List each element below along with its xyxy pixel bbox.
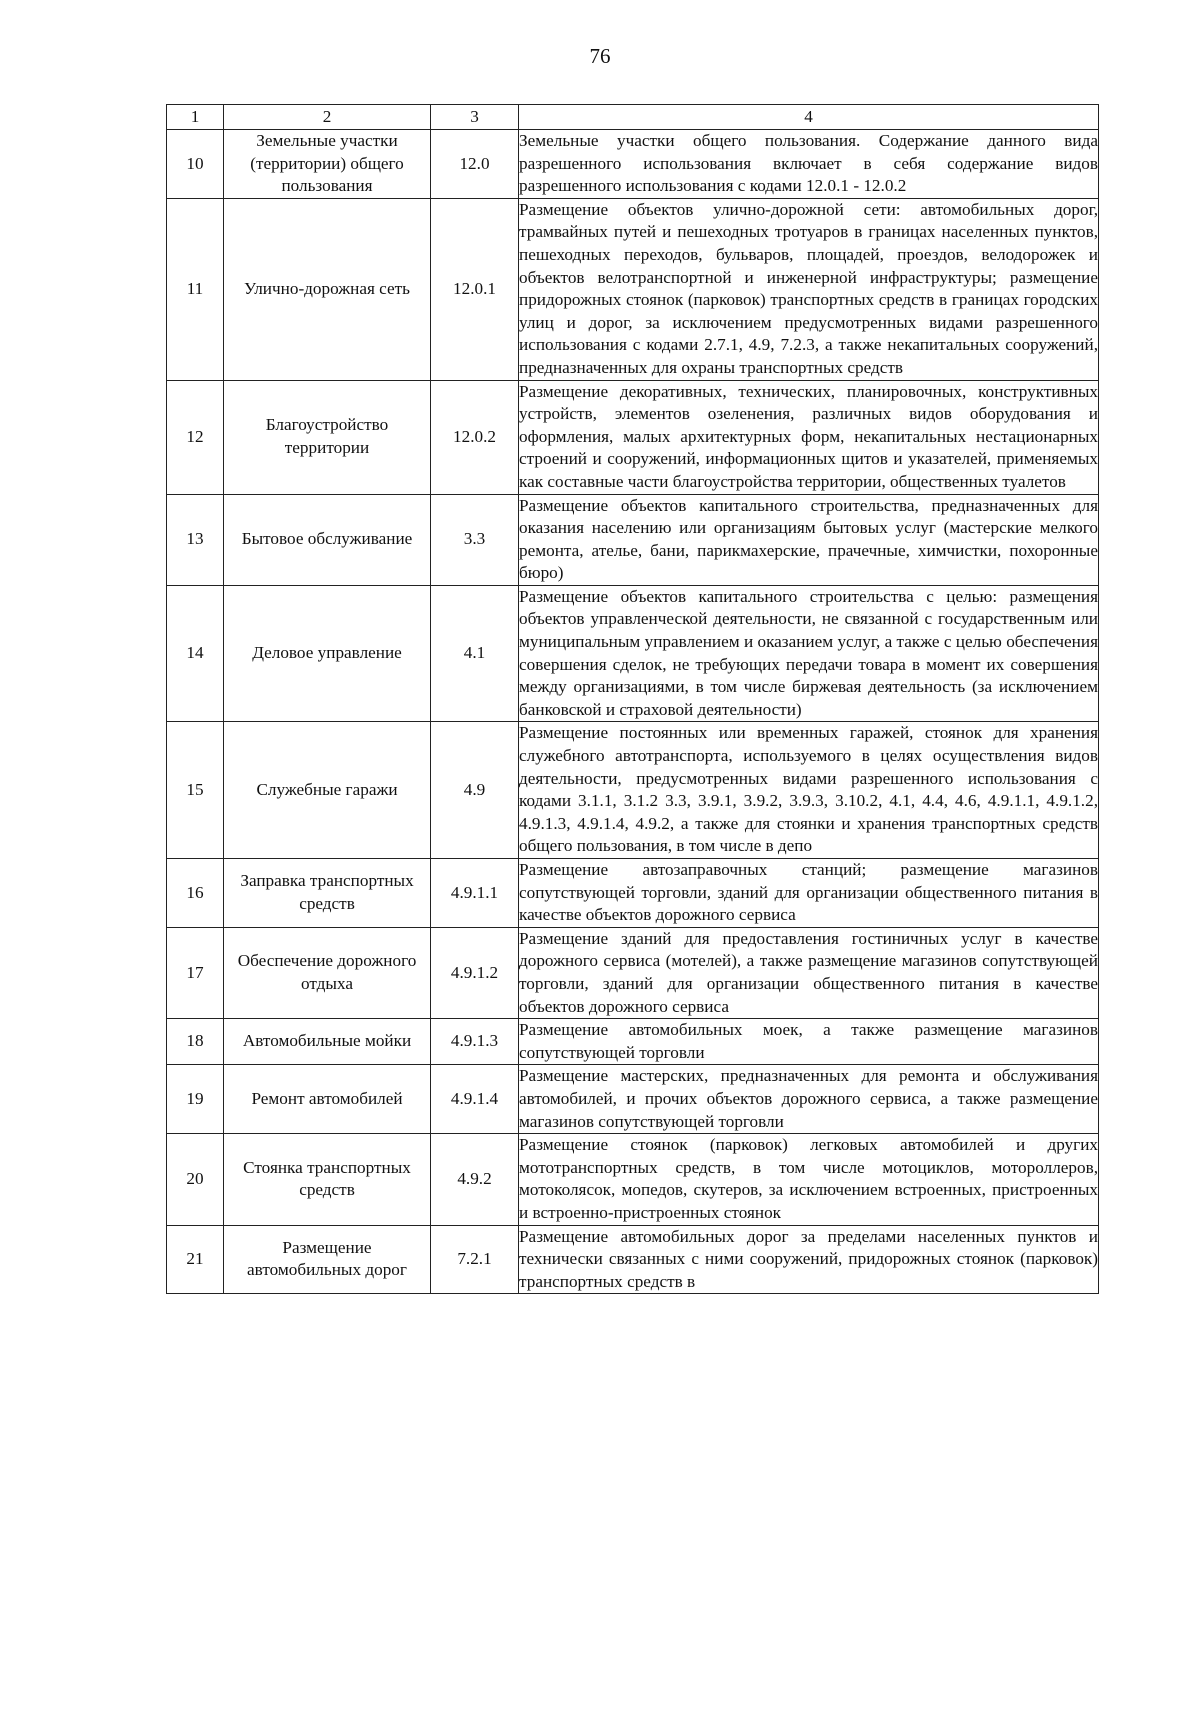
land-use-table <box>166 104 1099 1294</box>
land-use-description: Размещение автомобильных моек, а также размещение магазинов сопутствующей торговли <box>519 1019 1099 1065</box>
land-use-code: 4.9.1.1 <box>431 859 519 928</box>
land-use-name: Обеспечение дорожного отдыха <box>224 927 431 1018</box>
land-use-description: Размещение объектов капитального строительства с целью: размещения объектов управленческой деятельности, не связанной с государственным или муниципальным управлением и оказанием услуг, а также с целью обеспечения совершения сделок, не требующих передачи товара в момент их совершения между организациями, в том числе биржевая деятельность (за исключением банковской и страховой деятельности) <box>519 585 1099 722</box>
land-use-code: 4.9.1.4 <box>431 1065 519 1134</box>
row-number: 12 <box>167 380 224 494</box>
land-use-name: Земельные участки (территории) общего пользования <box>224 130 431 199</box>
land-use-code: 4.9.2 <box>431 1134 519 1225</box>
land-use-name: Бытовое обслуживание <box>224 494 431 585</box>
land-use-description: Размещение постоянных или временных гаражей, стоянок для хранения служебного автотранспорта, используемого в целях осуществления видов деятельности, предусмотренных видами разрешенного использования с кодами 3.1.1, 3.1.2 3.3, 3.9.1, 3.9.2, 3.9.3, 3.10.2, 4.1, 4.4, 4.6, 4.9.1.1, 4.9.1.2, 4.9.1.3, 4.9.1.4, 4.9.2, а также для стоянки и хранения транспортных средств общего пользования, в том числе в депо <box>519 722 1099 859</box>
land-use-code: 12.0.2 <box>431 380 519 494</box>
page-number: 76 <box>589 44 611 68</box>
land-use-name: Автомобильные мойки <box>224 1019 431 1065</box>
land-use-code: 4.9.1.3 <box>431 1019 519 1065</box>
row-number: 20 <box>167 1134 224 1225</box>
land-use-description: Размещение автомобильных дорог за пределами населенных пунктов и технически связанных с ними сооружений, придорожных стоянок (парковок) транспортных средств в <box>519 1225 1099 1294</box>
land-use-description: Размещение зданий для предоставления гостиничных услуг в качестве дорожного сервиса (мотелей), а также размещение магазинов сопутствующей торговли, зданий для организации общественного питания в качестве объектов дорожного сервиса <box>519 927 1099 1018</box>
table-row <box>167 1225 1099 1294</box>
land-use-description: Размещение декоративных, технических, планировочных, конструктивных устройств, элементов озеленения, различных видов оборудования и оформления, малых архитектурных форм, некапитальных нестационарных строений и сооружений, информационных щитов и указателей, применяемых как составные части благоустройства территории, общественных туалетов <box>519 380 1099 494</box>
land-use-description: Земельные участки общего пользования. Содержание данного вида разрешенного использования включает в себя содержание видов разрешенного использования с кодами 12.0.1 - 12.0.2 <box>519 130 1099 199</box>
land-use-name: Благоустройство территории <box>224 380 431 494</box>
land-use-name: Деловое управление <box>224 585 431 722</box>
land-use-name: Заправка транспортных средств <box>224 859 431 928</box>
header-row <box>167 105 1099 130</box>
land-use-code: 4.9.1.2 <box>431 927 519 1018</box>
table-row <box>167 927 1099 1018</box>
row-number: 17 <box>167 927 224 1018</box>
table-row <box>167 380 1099 494</box>
row-number: 11 <box>167 198 224 380</box>
row-number: 14 <box>167 585 224 722</box>
land-use-code: 7.2.1 <box>431 1225 519 1294</box>
row-number: 15 <box>167 722 224 859</box>
table-row <box>167 1134 1099 1225</box>
land-use-description: Размещение стоянок (парковок) легковых автомобилей и других мототранспортных средств, в том числе мотоциклов, мотороллеров, мотоколясок, мопедов, скутеров, за исключением встроенных, пристроенных и встроенно-пристроенных стоянок <box>519 1134 1099 1225</box>
row-number: 18 <box>167 1019 224 1065</box>
row-number: 10 <box>167 130 224 199</box>
land-use-code: 12.0.1 <box>431 198 519 380</box>
land-use-name: Ремонт автомобилей <box>224 1065 431 1134</box>
table-row <box>167 722 1099 859</box>
row-number: 21 <box>167 1225 224 1294</box>
land-use-name: Служебные гаражи <box>224 722 431 859</box>
table-row <box>167 494 1099 585</box>
land-use-description: Размещение мастерских, предназначенных для ремонта и обслуживания автомобилей, и прочих объектов дорожного сервиса, а также размещение магазинов сопутствующей торговли <box>519 1065 1099 1134</box>
land-use-code: 12.0 <box>431 130 519 199</box>
table-row <box>167 585 1099 722</box>
header-cell-3: 3 <box>431 105 519 130</box>
land-use-name: Размещение автомобильных дорог <box>224 1225 431 1294</box>
land-use-code: 4.9 <box>431 722 519 859</box>
land-use-code: 4.1 <box>431 585 519 722</box>
row-number: 13 <box>167 494 224 585</box>
land-use-name: Улично-дорожная сеть <box>224 198 431 380</box>
table-row <box>167 130 1099 199</box>
header-cell-2: 2 <box>224 105 431 130</box>
header-cell-4: 4 <box>519 105 1099 130</box>
table-row <box>167 198 1099 380</box>
row-number: 16 <box>167 859 224 928</box>
header-cell-1: 1 <box>167 105 224 130</box>
table-row <box>167 859 1099 928</box>
land-use-code: 3.3 <box>431 494 519 585</box>
land-use-description: Размещение объектов капитального строительства, предназначенных для оказания населению или организациям бытовых услуг (мастерские мелкого ремонта, ателье, бани, парикмахерские, прачечные, химчистки, похоронные бюро) <box>519 494 1099 585</box>
land-use-description: Размещение автозаправочных станций; размещение магазинов сопутствующей торговли, зданий для организации общественного питания в качестве объектов дорожного сервиса <box>519 859 1099 928</box>
table-row <box>167 1019 1099 1065</box>
land-use-name: Стоянка транспортных средств <box>224 1134 431 1225</box>
table-row <box>167 1065 1099 1134</box>
land-use-description: Размещение объектов улично-дорожной сети: автомобильных дорог, трамвайных путей и пешеходных тротуаров в границах населенных пунктов, пешеходных переходов, бульваров, площадей, проездов, велодорожек и объектов велотранспортной и инженерной инфраструктуры; размещение придорожных стоянок (парковок) транспортных средств в границах городских улиц и дорог, за исключением предусмотренных видами разрешенного использования с кодами 2.7.1, 4.9, 7.2.3, а также некапитальных сооружений, предназначенных для охраны транспортных средств <box>519 198 1099 380</box>
row-number: 19 <box>167 1065 224 1134</box>
